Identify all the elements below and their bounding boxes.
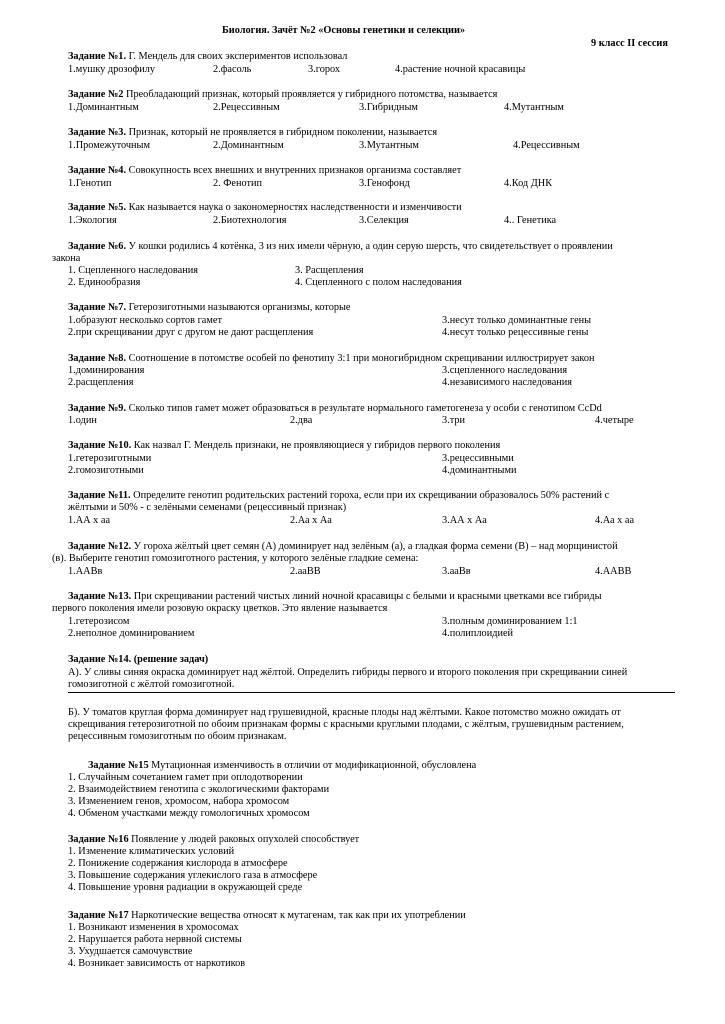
task-4-label: Задание №4.: [68, 165, 127, 176]
task-17-option: 4. Возникает зависимость от наркотиков: [68, 958, 246, 969]
task-12-option: 1.ААВв: [68, 566, 103, 577]
task-10-text: Как назвал Г. Мендель признаки, не проявляющиеся у гибридов первого поколения: [131, 440, 501, 451]
task-13-question-cont: первого поколения имели розовую окраску цветков. Это явление называется: [52, 603, 388, 614]
task-17-question: [68, 910, 466, 922]
task-8-option: 2.расщепления: [68, 377, 134, 388]
task-13-option: 2.неполное доминированием: [68, 628, 195, 639]
task-9-option: 4.четыре: [595, 415, 634, 426]
task-17-label: Задание №17: [68, 910, 129, 921]
task-14-problem-a: А). У сливы синяя окраска доминирует над жёлтой. Определить гибриды первого и второго поколения при скрещивании синей: [68, 667, 628, 678]
task-5-text: Как называется наука о закономерностях наследственности и изменчивости: [126, 202, 462, 213]
task-14-problem-a-cont: гомозиготной с жёлтой гомозиготной.: [68, 679, 235, 690]
task-1-option: 3.горох: [308, 64, 341, 75]
task-9-option: 1.один: [68, 415, 97, 426]
task-8-option: 4.независимого наследования: [442, 377, 573, 388]
task-12-option: 2.ааВВ: [290, 566, 321, 577]
task-11-question-cont: жёлтыми и 50% - с зелёными семенами (рецессивный признак): [68, 502, 347, 513]
task-4-question: [68, 165, 461, 177]
task-6-option: 2. Единообразия: [68, 277, 141, 288]
task-10-option: 4.доминантными: [442, 465, 517, 476]
task-10-option: 3.рецессивными: [442, 453, 514, 464]
task-5-option: 3.Селекция: [359, 215, 409, 226]
task-10-question: [68, 440, 500, 452]
task-7-option: 1.образуют несколько сортов гамет: [68, 315, 222, 326]
task-15-text: Мутационная изменчивость в отличии от модификационной, обусловлена: [148, 760, 477, 771]
task-2-option: 2.Рецессивным: [213, 102, 280, 113]
task-12-question: [68, 541, 618, 553]
task-1-option: 2.фасоль: [213, 64, 252, 75]
task-3-option: 4.Рецессивным: [513, 140, 580, 151]
task-12-option: 3.ааВв: [442, 566, 471, 577]
task-13-option: 4.полиплоидией: [442, 628, 514, 639]
task-3-label: Задание №3.: [68, 127, 127, 138]
task-2-option: 1.Доминантным: [68, 102, 139, 113]
task-8-option: 1.доминирования: [68, 365, 145, 376]
task-15-option: 1. Случайным сочетанием гамет при оплодотворении: [68, 772, 303, 783]
task-11-text: Определите генотип родительских растений гороха, если при их скрещивании образовалось 50% растений с: [130, 490, 610, 501]
task-6-question: [68, 241, 613, 253]
task-11-option: 4.Аа х аа: [595, 515, 635, 526]
task-5-question: [68, 202, 462, 214]
task-5-option: 2.Биотехнология: [213, 215, 287, 226]
task-6-option: 1. Сцепленного наследования: [68, 265, 198, 276]
task-8-label: Задание №8.: [68, 353, 127, 364]
task-1-text: Г. Мендель для своих экспериментов использовал: [126, 51, 348, 62]
task-2-option: 4.Мутантным: [504, 102, 564, 113]
task-13-label: Задание №13.: [68, 591, 132, 602]
task-5-label: Задание №5.: [68, 202, 127, 213]
task-8-question: [68, 353, 595, 365]
task-17-option: 1. Возникают изменения в хромосомах: [68, 922, 239, 933]
task-12-option: 4.ААВВ: [595, 566, 632, 577]
task-15-option: 2. Взаимодействием генотипа с экологическими факторами: [68, 784, 330, 795]
task-13-text: При скрещивании растений чистых линий ночной красавицы с белыми и красными цветками все гибриды: [131, 591, 602, 602]
task-7-label: Задание №7.: [68, 302, 127, 313]
page-title: Биология. Зачёт №2 «Основы генетики и селекции»: [222, 25, 466, 36]
task-1-option: 4.растение ночной красавицы: [395, 64, 526, 75]
task-15-option: 3. Изменением генов, хромосом, набора хромосом: [68, 796, 290, 807]
task-1-label: Задание №1.: [68, 51, 127, 62]
task-5-option: 1.Экология: [68, 215, 117, 226]
task-10-label: Задание №10.: [68, 440, 132, 451]
task-6-option: 4. Сцепленного с полом наследования: [295, 277, 462, 288]
task-12-text: У гороха жёлтый цвет семян (А) доминирует над зелёным (а), а гладкая форма семени (В) – над морщинистой: [131, 541, 618, 552]
task-9-option: 2.два: [290, 415, 313, 426]
task-10-option: 2.гомозиготными: [68, 465, 144, 476]
task-16-option: 4. Повышение уровня радиации в окружающей среде: [68, 882, 303, 893]
task-13-option: 3.полным доминированием 1:1: [442, 616, 578, 627]
task-2-question: [68, 89, 497, 101]
task-16-text: Появление у людей раковых опухолей способствует: [128, 834, 360, 845]
task-7-option: 2.при скрещивании друг с другом не дают расщепления: [68, 327, 314, 338]
task-4-option: 2. Фенотип: [213, 178, 263, 189]
task-3-option: 3.Мутантным: [359, 140, 419, 151]
task-15-question: [88, 760, 476, 772]
task-2-label: Задание №2: [68, 89, 124, 100]
task-4-option: 3.Генофонд: [359, 178, 410, 189]
task-3-option: 2.Доминантным: [213, 140, 284, 151]
task-6-label: Задание №6.: [68, 241, 127, 252]
task-13-question: [68, 591, 602, 603]
task-11-option: 2.Аа х Аа: [290, 515, 332, 526]
task-14-divider: [68, 692, 675, 693]
task-1-question: [68, 51, 347, 63]
task-16-label: Задание №16: [68, 834, 129, 845]
grade-label: 9 класс II сессия: [591, 38, 668, 49]
task-13-option: 1.гетерозисом: [68, 616, 130, 627]
task-11-label: Задание №11.: [68, 490, 131, 501]
task-9-question: [68, 403, 602, 415]
task-7-option: 4.несут только рецессивные гены: [442, 327, 589, 338]
task-3-question: [68, 127, 437, 139]
task-15-label: Задание №15: [88, 760, 149, 771]
task-12-question-cont: (в). Выберите генотип гомозиготного растения, у которого зелёные гладкие семена:: [52, 553, 419, 564]
task-17-option: 2. Нарушается работа нервной системы: [68, 934, 242, 945]
task-16-option: 3. Повышение содержания углекислого газа в атмосфере: [68, 870, 318, 881]
task-2-text: Преобладающий признак, который проявляется у гибридного потомства, называется: [123, 89, 498, 100]
task-6-text: У кошки родились 4 котёнка, 3 из них имели чёрную, а один серую шерсть, что свидетельствует о проявлении: [126, 241, 613, 252]
task-6-option: 3. Расщепления: [295, 265, 364, 276]
task-7-question: [68, 302, 350, 314]
task-9-option: 3.три: [442, 415, 466, 426]
task-11-question: [68, 490, 609, 502]
task-7-text: Гетерозиготными называются организмы, которые: [126, 302, 351, 313]
task-11-option: 3.АА х Аа: [442, 515, 487, 526]
task-16-option: 1. Изменение климатических условий: [68, 846, 235, 857]
task-4-option: 1.Генотип: [68, 178, 112, 189]
task-5-option: 4.. Генетика: [504, 215, 557, 226]
task-17-option: 3. Ухудшается самочувствие: [68, 946, 193, 957]
task-3-option: 1.Промежуточным: [68, 140, 150, 151]
task-4-text: Совокупность всех внешних и внутренних признаков организма составляет: [126, 165, 462, 176]
task-3-text: Признак, который не проявляется в гибридном поколении, называется: [126, 127, 438, 138]
task-12-label: Задание №12.: [68, 541, 132, 552]
task-1-option: 1.мушку дрозофилу: [68, 64, 156, 75]
task-11-option: 1.АА х аа: [68, 515, 111, 526]
task-16-question: [68, 834, 359, 846]
task-8-text: Соотношение в потомстве особей по фенотипу 3:1 при моногибридном скрещивании иллюстрирует закон: [126, 353, 595, 364]
task-10-option: 1.гетерозиготными: [68, 453, 152, 464]
task-4-option: 4.Код ДНК: [504, 178, 553, 189]
task-9-text: Сколько типов гамет может образоваться в результате нормального гаметогенеза у особи с генотипом CcDd: [126, 403, 602, 414]
task-17-text: Наркотические вещества относят к мутагенам, так как при их употреблении: [128, 910, 466, 921]
task-14-problem-b: Б). У томатов круглая форма доминирует над грушевидной, красные плоды над жёлтыми. Какое потомство можно ожидать от скрещивания гетерозиготной по обоим признакам формы с красными круглыми плодами, с жёлтым, грушевидным растением, рецессивным гомозиготным по обоим признакам.: [68, 707, 624, 742]
task-9-label: Задание №9.: [68, 403, 127, 414]
task-16-option: 2. Понижение содержания кислорода в атмосфере: [68, 858, 288, 869]
task-14-label: Задание №14. (решение задач): [68, 654, 209, 665]
task-15-option: 4. Обменом участками между гомологичных хромосом: [68, 808, 310, 819]
task-8-option: 3.сцепленного наследования: [442, 365, 568, 376]
task-2-option: 3.Гибридным: [359, 102, 418, 113]
task-6-question-cont: закона: [52, 253, 81, 264]
task-7-option: 3.несут только доминантные гены: [442, 315, 592, 326]
